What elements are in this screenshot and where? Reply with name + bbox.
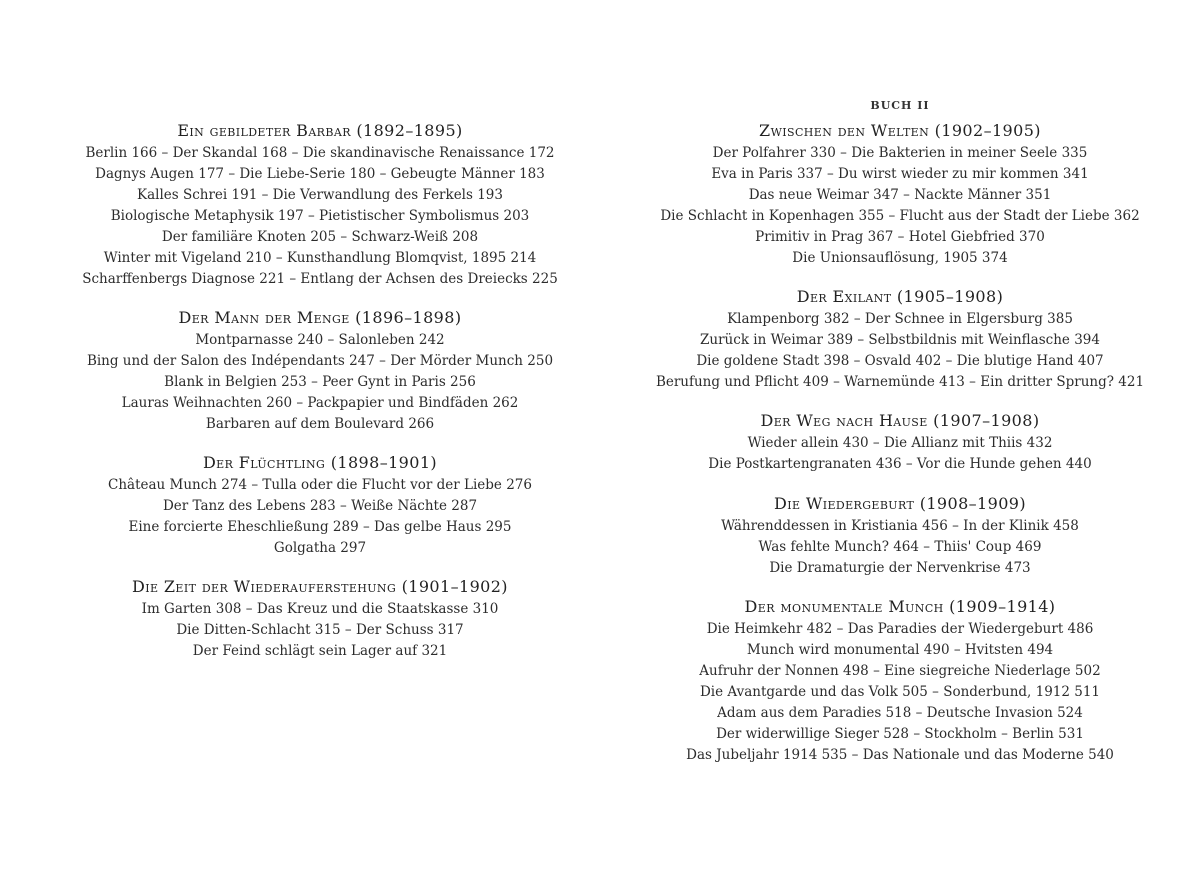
toc-entry: Golgatha 297 <box>273 540 367 556</box>
toc-section <box>60 120 580 290</box>
toc-entry: Winter mit Vigeland 210 – Kunsthandlung Blomqvist, 1895 214 <box>103 250 537 266</box>
section-title: Die Zeit der Wiederauferstehung (1901–1902) <box>132 577 508 596</box>
toc-entry: Die Schlacht in Kopenhagen 355 – Flucht aus der Stadt der Liebe 362 <box>660 208 1140 224</box>
toc-entry: Montparnasse 240 – Salonleben 242 <box>195 332 445 348</box>
toc-section <box>60 576 580 662</box>
toc-entry: Der familiäre Knoten 205 – Schwarz-Weiß 208 <box>161 229 479 245</box>
toc-entry: Primitiv in Prag 367 – Hotel Giebfried 370 <box>755 229 1045 245</box>
section-title: Der Flüchtling (1898–1901) <box>202 453 438 472</box>
toc-entry: Der Polfahrer 330 – Die Bakterien in meiner Seele 335 <box>712 145 1088 161</box>
toc-entry: Berlin 166 – Der Skandal 168 – Die skandinavische Renaissance 172 <box>85 145 555 161</box>
section-title: Die Wiedergeburt (1908–1909) <box>773 494 1027 513</box>
toc-entry: Eine forcierte Eheschließung 289 – Das gelbe Haus 295 <box>128 519 512 535</box>
toc-entry: Blank in Belgien 253 – Peer Gynt in Paris 256 <box>164 374 476 390</box>
toc-entry: Im Garten 308 – Das Kreuz und die Staatskasse 310 <box>141 601 499 617</box>
toc-entry: Dagnys Augen 177 – Die Liebe-Serie 180 – Gebeugte Männer 183 <box>95 166 545 182</box>
toc-entry: Eva in Paris 337 – Du wirst wieder zu mir kommen 341 <box>711 166 1089 182</box>
toc-entry: Biologische Metaphysik 197 – Pietistischer Symbolismus 203 <box>110 208 530 224</box>
toc-entry: Das neue Weimar 347 – Nackte Männer 351 <box>748 187 1052 203</box>
toc-entry: Das Jubeljahr 1914 535 – Das Nationale und das Moderne 540 <box>686 747 1114 763</box>
toc-section <box>640 493 1160 579</box>
toc-entry: Die Heimkehr 482 – Das Paradies der Wiedergeburt 486 <box>706 621 1094 637</box>
toc-entry: Zurück in Weimar 389 – Selbstbildnis mit Weinflasche 394 <box>700 332 1100 348</box>
toc-entry: Der widerwillige Sieger 528 – Stockholm – Berlin 531 <box>716 726 1084 742</box>
book-label: BUCH II <box>870 99 930 112</box>
toc-entry: Der Tanz des Lebens 283 – Weiße Nächte 287 <box>162 498 478 514</box>
toc-entry: Die Unionsauflösung, 1905 374 <box>792 250 1008 266</box>
toc-entry: Scharffenbergs Diagnose 221 – Entlang der Achsen des Dreiecks 225 <box>82 271 558 287</box>
toc-entry: Wieder allein 430 – Die Allianz mit Thiis 432 <box>747 435 1053 451</box>
section-title: Ein gebildeter Barbar (1892–1895) <box>177 121 463 140</box>
toc-entry: Aufruhr der Nonnen 498 – Eine siegreiche Niederlage 502 <box>699 663 1101 679</box>
section-title: Der Mann der Menge (1896–1898) <box>178 308 462 327</box>
toc-entry: Währenddessen in Kristiania 456 – In der Klinik 458 <box>721 518 1079 534</box>
toc-section <box>640 410 1160 475</box>
section-title: Zwischen den Welten (1902–1905) <box>759 121 1041 140</box>
section-title: Der Weg nach Hause (1907–1908) <box>760 411 1040 430</box>
toc-section <box>640 596 1160 766</box>
toc-section <box>60 452 580 559</box>
section-title: Der Exilant (1905–1908) <box>796 287 1004 306</box>
toc-section <box>60 307 580 435</box>
toc-entry: Was fehlte Munch? 464 – Thiis' Coup 469 <box>758 539 1042 555</box>
toc-entry: Klampenborg 382 – Der Schnee in Elgersburg 385 <box>727 311 1073 327</box>
toc-entry: Adam aus dem Paradies 518 – Deutsche Invasion 524 <box>717 705 1083 721</box>
toc-entry: Munch wird monumental 490 – Hvitsten 494 <box>746 642 1054 658</box>
section-title: Der monumentale Munch (1909–1914) <box>744 597 1056 616</box>
toc-entry: Die Dramaturgie der Nervenkrise 473 <box>769 560 1031 576</box>
toc-entry: Die goldene Stadt 398 – Osvald 402 – Die blutige Hand 407 <box>696 353 1104 369</box>
toc-entry: Kalles Schrei 191 – Die Verwandlung des Ferkels 193 <box>137 187 503 203</box>
toc-entry: Die Avantgarde und das Volk 505 – Sonderbund, 1912 511 <box>699 684 1101 700</box>
toc-entry: Lauras Weihnachten 260 – Packpapier und Bindfäden 262 <box>121 395 519 411</box>
toc-section <box>640 120 1160 269</box>
toc-entry: Château Munch 274 – Tulla oder die Flucht vor der Liebe 276 <box>108 477 532 493</box>
toc-section <box>640 286 1160 393</box>
toc-entry: Berufung und Pflicht 409 – Warnemünde 413 – Ein dritter Sprung? 421 <box>655 374 1145 390</box>
toc-entry: Barbaren auf dem Boulevard 266 <box>205 416 435 432</box>
toc-entry: Bing und der Salon des Indépendants 247 – Der Mörder Munch 250 <box>86 353 554 369</box>
toc-entry: Die Postkartengranaten 436 – Vor die Hunde gehen 440 <box>708 456 1092 472</box>
toc-entry: Die Ditten-Schlacht 315 – Der Schuss 317 <box>176 622 464 638</box>
toc-entry: Der Feind schlägt sein Lager auf 321 <box>192 643 448 659</box>
